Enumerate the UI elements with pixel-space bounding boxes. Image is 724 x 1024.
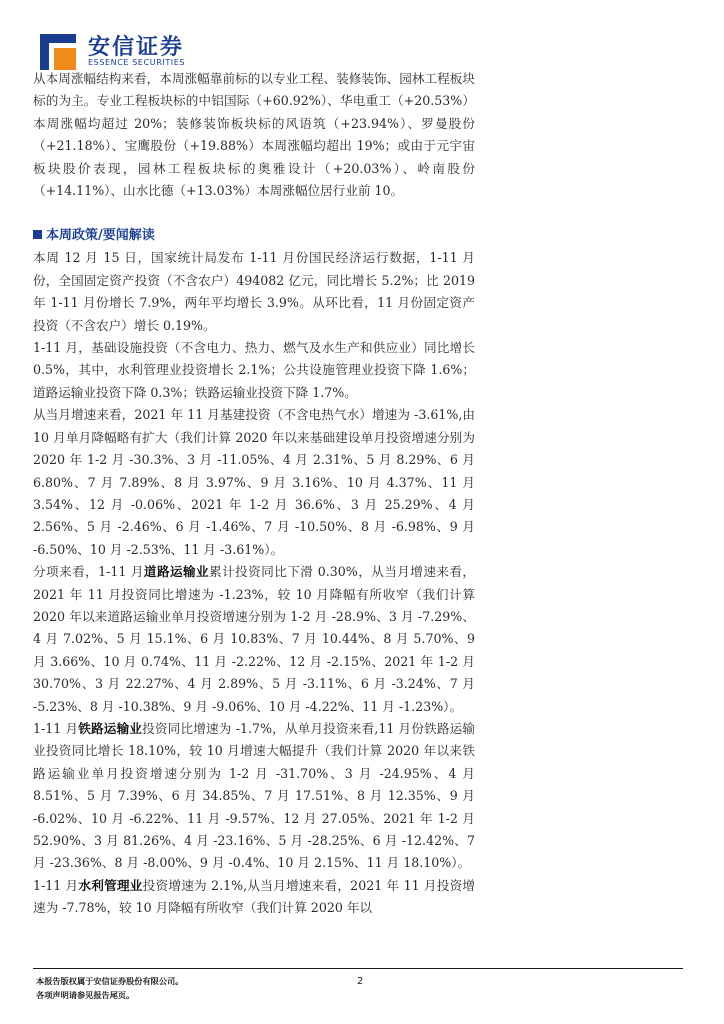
keyword-water-conservancy: 水利管理业: [78, 877, 143, 893]
page-number: 2: [357, 976, 364, 987]
keyword-road-transport: 道路运输业: [143, 564, 210, 580]
paragraph-monthly-infrastructure-growth: 从当月增速来看，2021 年 11 月基建投资（不含电热气水）增速为 -3.61%,由 10 月单月降幅略有扩大（我们计算 2020 年以来基础建设单月投资增速分别为 2020 年 1-2 月 -30.3%、3 月 -11.05%、4 月 2.31%、5 月 8.29%、6 月 6.80%、7 月 7.89%、8 月 3.97%、9 月 3.16%、10 月 4.37%、11 月 3.54%、12 月 -0.06%、2021 年 1-2 月 36.6%、3 月 25.29%、4 月 2.56%、5 月 -2.46%、6 月 -1.46%、7 月 -10.50%、8 月 -6.98%、9 月 -6.50%、10 月 -2.53%、11 月 -3.61%）。: [33, 407, 475, 557]
company-logo-icon: [40, 34, 76, 70]
brand-name-en: ESSENCE SECURITIES: [88, 58, 186, 67]
section-heading: [33, 225, 475, 247]
report-body: [33, 68, 475, 920]
brand-name-cn: 安信证券: [88, 35, 185, 60]
paragraph-road-transport: 分项来看，1-11 月道路运输业累计投资同比下滑 0.30%，从当月增速来看，2021 年 11 月投资同比增速为 -1.23%，较 10 月降幅有所收窄（我们计算 2020 年以来道路运输业单月投资增速分别为 1-2 月 -28.9%、3 月 -7.29%、4 月 7.02%、5 月 15.1%、6 月 10.83%、7 月 10.44%、8 月 5.70%、9 月 3.66%、10 月 0.74%、11 月 -2.22%、12 月 -2.15%、2021 年 1-2 月 30.70%、3 月 22.27%、4 月 2.89%、5 月 -3.11%、6 月 -3.24%、7 月 -5.23%、8 月 -10.38%、9 月 -9.06%、10 月 -4.22%、11 月 -1.23%）。: [33, 564, 476, 714]
footer-copyright: 本报告版权属于安信证券股份有限公司。: [36, 976, 184, 986]
keyword-railway-transport: 铁路运输业: [78, 720, 143, 736]
paragraph-infrastructure-investment: 1-11 月，基础设施投资（不含电力、热力、燃气及水生产和供应业）同比增长 0.5%，其中，水利管理业投资增长 2.1%；公共设施管理业投资下降 1.6%；道路运输业投资下降 0.3%；铁路运输业投资下降 1.7%。: [33, 340, 475, 400]
paragraph-water-conservancy: 1-11 月水利管理业投资增速为 2.1%,从当月增速来看，2021 年 11 月投资增速为 -7.78%，较 10 月降幅有所收窄（我们计算 2020 年以: [33, 877, 476, 916]
square-bullet-icon: [33, 230, 42, 239]
paragraph-weekly-gainers: 从本周涨幅结构来看，本周涨幅靠前标的以专业工程、装修装饰、园林工程板块标的为主。专业工程板块标的中铝国际（+60.92%）、华电重工（+20.53%）本周涨幅均超过 20%；装修装饰板块标的风语筑（+23.94%）、罗曼股份（+21.18%）、宝鹰股份（+19.88%）本周涨幅均超出 19%；或由于元宇宙板块股价表现，园林工程板块标的奥雅设计（+20.03%）、岭南股份（+14.11%）、山水比德（+13.03%）本周涨幅位居行业前 10。: [33, 71, 475, 199]
paragraph-fixed-asset-investment: 本周 12 月 15 日，国家统计局发布 1-11 月份国民经济运行数据，1-11 月份，全国固定资产投资（不含农户）494082 亿元，同比增长 5.2%；比 2019 年 1-11 月份增长 7.9%，两年平均增长 3.9%。从环比看，11 月份固定资产投资（不含农户）增长 0.19%。: [33, 250, 475, 333]
paragraph-railway-transport: 1-11 月铁路运输业投资同比增速为 -1.7%，从单月投资来看,11 月份铁路运输业投资同比增长 18.10%，较 10 月增速大幅提升（我们计算 2020 年以来铁路运输业单月投资增速分别为 1-2 月 -31.70%、3 月 -24.95%、4 月 8.51%、5 月 7.39%、6 月 34.85%、7 月 17.51%、8 月 12.35%、9 月 -6.02%、10 月 -6.22%、11 月 -9.57%、12 月 27.05%、2021 年 1-2 月 52.90%、3 月 81.26%、4 月 -23.16%、5 月 -28.25%、6 月 -12.42%、7 月 -23.36%、8 月 -8.00%、9 月 -0.4%、10 月 2.15%、11 月 18.10%）。: [33, 720, 475, 871]
footer-disclaimer-note: 各项声明请参见报告尾页。: [36, 990, 135, 1000]
footer-divider: [33, 968, 683, 969]
section-heading-text: 本周政策/要闻解读: [46, 228, 155, 244]
